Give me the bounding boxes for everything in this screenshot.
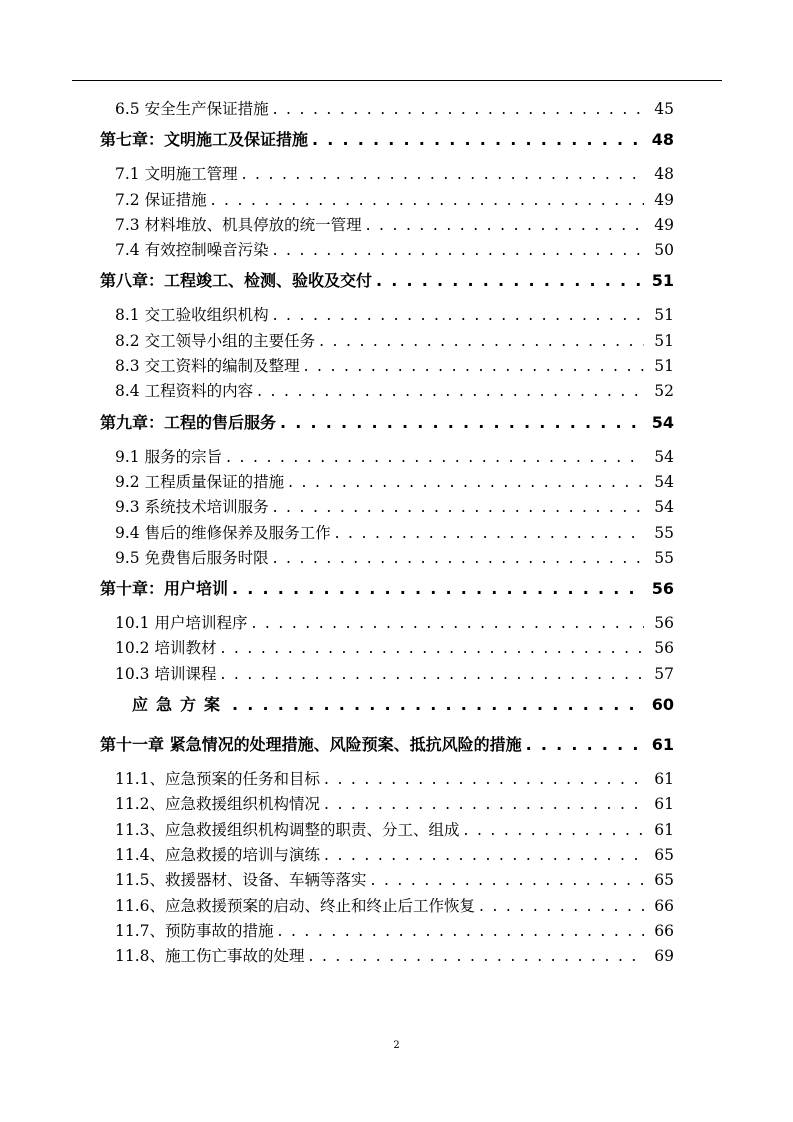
toc-label: 8.1 交工验收组织机构 (115, 306, 269, 325)
toc-page: 55 (654, 523, 674, 542)
toc-leader (479, 897, 644, 915)
toc-label: 8.3 交工资料的编制及整理 (115, 357, 300, 376)
toc-leader (312, 130, 644, 149)
toc-leader (335, 524, 644, 542)
toc-label: 11.1、应急预案的任务和目标 (115, 770, 321, 789)
toc-entry-11-6[interactable] (100, 894, 674, 919)
toc-leader (242, 165, 644, 183)
toc-label: 11.3、应急救援组织机构调整的职责、分工、组成 (115, 820, 460, 839)
toc-leader (226, 448, 644, 466)
toc-page: 48 (654, 165, 674, 184)
toc-leader (526, 735, 644, 754)
toc-page: 54 (654, 498, 674, 517)
toc-entry-9-1[interactable] (100, 445, 674, 470)
toc-chapter-9[interactable] (100, 405, 674, 445)
toc-page: 66 (654, 896, 674, 915)
toc-leader (273, 241, 644, 259)
toc-leader (376, 271, 644, 290)
toc-leader (273, 549, 644, 567)
toc-leader (220, 665, 644, 683)
toc-page: 66 (654, 921, 674, 940)
toc-leader (304, 357, 644, 375)
toc-entry-11-1[interactable] (100, 767, 674, 792)
toc-leader (273, 498, 644, 516)
toc-leader (324, 795, 644, 813)
toc-leader (324, 846, 644, 864)
toc-entry-8-4[interactable] (100, 379, 674, 404)
toc-page: 65 (654, 871, 674, 890)
toc-leader (464, 821, 644, 839)
toc-page: 61 (654, 770, 674, 789)
toc-leader (273, 100, 644, 118)
toc-label: 10.3 培训课程 (115, 664, 217, 683)
toc-entry-7-3[interactable] (100, 213, 674, 238)
toc-label: 8.2 交工领导小组的主要任务 (115, 331, 316, 350)
toc-page: 69 (654, 947, 674, 966)
toc-entry-6-5[interactable] (100, 97, 674, 122)
toc-leader (288, 473, 644, 491)
toc-label: 第八章：工程竣工、检测、验收及交付 (100, 271, 373, 291)
toc-label: 11.4、应急救援的培训与演练 (115, 845, 321, 864)
toc-entry-9-4[interactable] (100, 521, 674, 546)
toc-page: 57 (654, 664, 674, 683)
toc-label: 7.3 材料堆放、机具停放的统一管理 (115, 215, 362, 234)
toc-page: 61 (651, 735, 674, 755)
toc-page: 65 (654, 845, 674, 864)
toc-leader (280, 413, 644, 432)
toc-entry-8-1[interactable] (100, 303, 674, 328)
toc-chapter-8[interactable] (100, 263, 674, 303)
toc-label: 11.6、应急救援预案的启动、终止和终止后工作恢复 (115, 896, 476, 915)
toc-page: 49 (654, 215, 674, 234)
toc-entry-11-2[interactable] (100, 792, 674, 817)
toc-leader (220, 639, 644, 657)
toc-label: 11.5、救援器材、设备、车辆等落实 (115, 871, 367, 890)
toc-page: 51 (654, 331, 674, 350)
toc-entry-11-4[interactable] (100, 843, 674, 868)
toc-entry-7-2[interactable] (100, 188, 674, 213)
table-of-contents (100, 97, 674, 969)
toc-page: 48 (651, 130, 674, 150)
toc-page: 52 (654, 382, 674, 401)
toc-chapter-11[interactable] (100, 727, 674, 767)
toc-label: 10.2 培训教材 (115, 639, 217, 658)
toc-leader (309, 947, 644, 965)
toc-label: 11.7、预防事故的措施 (115, 921, 274, 940)
toc-leader (232, 579, 644, 598)
toc-label: 9.3 系统技术培训服务 (115, 498, 269, 517)
toc-page: 45 (654, 100, 674, 118)
toc-entry-10-2[interactable] (100, 636, 674, 661)
header-rule (72, 80, 722, 81)
toc-leader (371, 871, 644, 889)
toc-page: 55 (654, 548, 674, 567)
toc-emergency-plan[interactable] (100, 687, 674, 727)
toc-entry-7-4[interactable] (100, 238, 674, 263)
toc-entry-11-8[interactable] (100, 944, 674, 969)
toc-entry-7-1[interactable] (100, 162, 674, 187)
toc-leader (278, 922, 644, 940)
toc-page: 54 (654, 447, 674, 466)
toc-entry-11-3[interactable] (100, 818, 674, 843)
page-number: 2 (393, 1040, 400, 1051)
toc-leader (257, 382, 644, 400)
toc-entry-8-3[interactable] (100, 354, 674, 379)
toc-label: 7.4 有效控制噪音污染 (115, 241, 269, 260)
toc-page: 51 (654, 357, 674, 376)
toc-page: 60 (651, 695, 674, 715)
toc-leader (319, 332, 644, 350)
toc-page: 54 (654, 472, 674, 491)
toc-entry-10-1[interactable] (100, 611, 674, 636)
toc-page: 49 (654, 190, 674, 209)
toc-label: 第十一章 紧急情况的处理措施、风险预案、抵抗风险的措施 (100, 735, 522, 755)
toc-entry-9-2[interactable] (100, 470, 674, 495)
toc-leader (324, 770, 644, 788)
toc-label: 10.1 用户培训程序 (115, 614, 248, 633)
toc-label: 11.2、应急救援组织机构情况 (115, 795, 321, 814)
toc-page: 51 (654, 306, 674, 325)
toc-label: 11.8、施工伤亡事故的处理 (115, 947, 305, 966)
toc-entry-10-3[interactable] (100, 662, 674, 687)
toc-label: 6.5 安全生产保证措施 (115, 100, 269, 118)
toc-label: 8.4 工程资料的内容 (115, 382, 254, 401)
toc-page: 56 (651, 579, 674, 599)
toc-entry-9-3[interactable] (100, 495, 674, 520)
toc-page: 61 (654, 795, 674, 814)
toc-entry-9-5[interactable] (100, 546, 674, 571)
toc-leader (251, 614, 644, 632)
toc-label: 9.5 免费售后服务时限 (115, 548, 269, 567)
toc-label: 9.4 售后的维修保养及服务工作 (115, 523, 331, 542)
toc-chapter-7[interactable] (100, 122, 674, 162)
toc-entry-11-5[interactable] (100, 868, 674, 893)
toc-label: 第九章：工程的售后服务 (100, 412, 277, 432)
toc-entry-11-7[interactable] (100, 919, 674, 944)
toc-page: 56 (654, 639, 674, 658)
toc-leader (211, 191, 644, 209)
toc-leader (273, 306, 644, 324)
toc-label: 7.2 保证措施 (115, 190, 207, 209)
toc-chapter-10[interactable] (100, 571, 674, 611)
toc-leader (366, 216, 644, 234)
toc-page: 61 (654, 820, 674, 839)
toc-page: 56 (654, 614, 674, 633)
toc-leader (232, 695, 644, 714)
toc-label: 第七章：文明施工及保证措施 (100, 130, 309, 150)
toc-label: 第十章：用户培训 (100, 579, 229, 599)
toc-page: 51 (651, 271, 674, 291)
toc-label: 9.2 工程质量保证的措施 (115, 472, 285, 491)
toc-label: 7.1 文明施工管理 (115, 165, 238, 184)
toc-label: 应急方案 (132, 695, 229, 715)
toc-label: 9.1 服务的宗旨 (115, 447, 223, 466)
toc-page: 54 (651, 412, 674, 432)
toc-page: 50 (654, 241, 674, 260)
toc-entry-8-2[interactable] (100, 329, 674, 354)
